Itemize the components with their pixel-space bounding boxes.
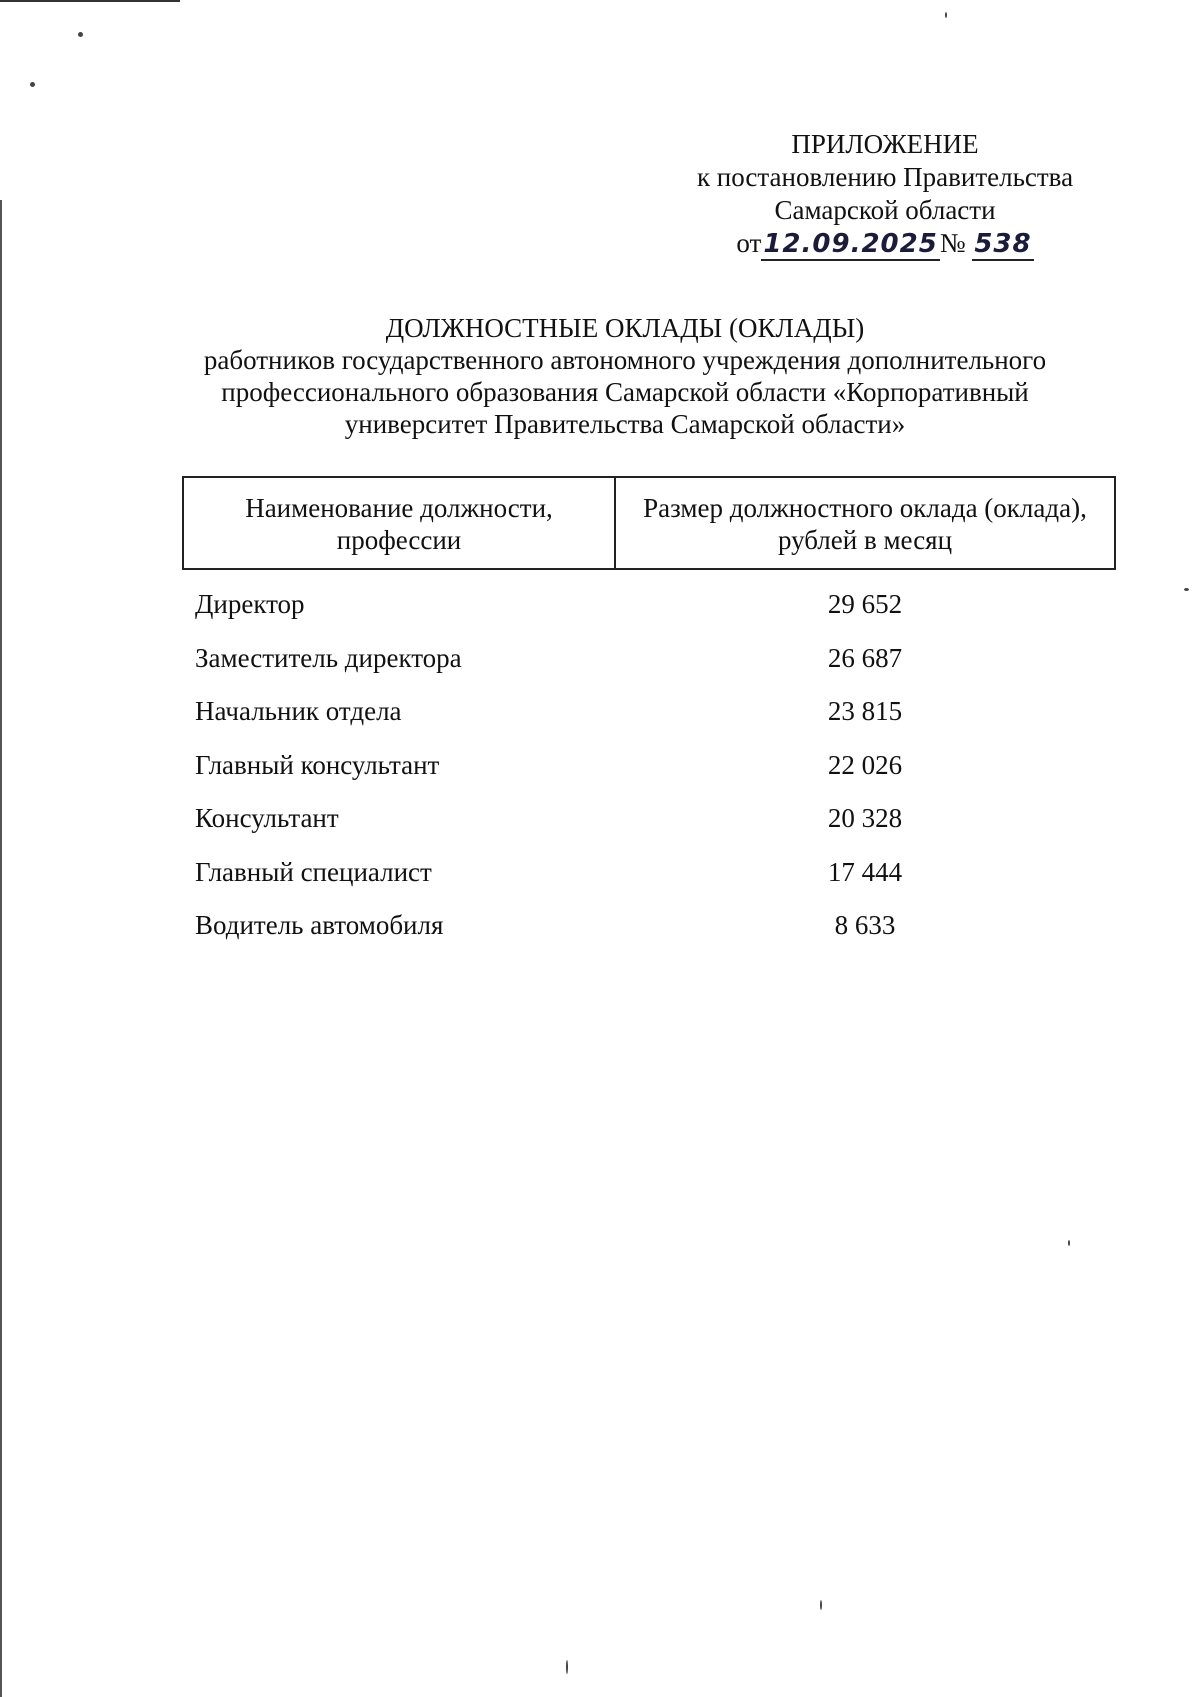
table-row (183, 569, 1115, 632)
scan-speck (820, 1600, 822, 1610)
salary-cell: 29 652 (827, 589, 903, 620)
salary-cell: 8 633 (834, 910, 896, 941)
document-subtitle-line: работников государственного автономного учреждения дополнительного (203, 345, 1047, 375)
scan-speck (566, 1660, 568, 1674)
position-cell: Директор (195, 589, 305, 620)
handwritten-number: 538 (974, 229, 1032, 259)
document-subtitle-line: профессионального образования Самарской области «Корпоративный (221, 377, 1029, 407)
table-row (183, 846, 1115, 900)
scan-speck (78, 32, 83, 37)
scan-speck (1184, 588, 1189, 591)
appendix-date-number (650, 227, 1120, 261)
table-row (183, 792, 1115, 846)
table-row (183, 632, 1115, 686)
salary-table (182, 476, 1116, 953)
table-row (183, 899, 1115, 953)
table-header-row (183, 477, 1115, 569)
scan-speck (1068, 1240, 1070, 1246)
salary-cell: 23 815 (827, 696, 903, 727)
header-salary-line: рублей в месяц (777, 525, 953, 555)
scan-edge-line (0, 200, 2, 1697)
number-sign: № (939, 228, 966, 258)
document-title: ДОЛЖНОСТНЫЕ ОКЛАДЫ (ОКЛАДЫ) (385, 313, 865, 343)
date-prefix: от (736, 228, 762, 258)
scan-speck (30, 82, 35, 87)
table-row (183, 685, 1115, 739)
salary-cell: 22 026 (827, 749, 903, 780)
salary-cell: 26 687 (827, 642, 903, 673)
appendix-header (650, 128, 1120, 261)
salary-cell: 17 444 (827, 856, 903, 887)
salary-cell: 20 328 (827, 803, 903, 834)
position-cell: Консультант (195, 803, 339, 834)
header-position-line: Наименование должности, (245, 493, 553, 523)
header-salary-line: Размер должностного оклада (оклада), (643, 493, 1087, 523)
handwritten-date: 12.09.2025 (763, 229, 938, 259)
appendix-title: ПРИЛОЖЕНИЕ (791, 129, 979, 159)
position-cell: Заместитель директора (195, 642, 462, 673)
scan-edge-line (0, 0, 180, 2)
appendix-line-1: к постановлению Правительства (696, 162, 1074, 192)
position-cell: Водитель автомобиля (195, 910, 444, 941)
document-heading (150, 312, 1100, 440)
position-cell: Начальник отдела (195, 696, 402, 727)
header-position (183, 477, 615, 569)
appendix-line-2: Самарской области (774, 195, 996, 225)
header-position-line: профессии (336, 525, 462, 555)
document-subtitle-line: университет Правительства Самарской области» (344, 409, 906, 439)
table-row (183, 739, 1115, 793)
position-cell: Главный консультант (195, 749, 440, 780)
header-salary (615, 477, 1115, 569)
position-cell: Главный специалист (195, 856, 432, 887)
scan-speck (945, 12, 947, 18)
